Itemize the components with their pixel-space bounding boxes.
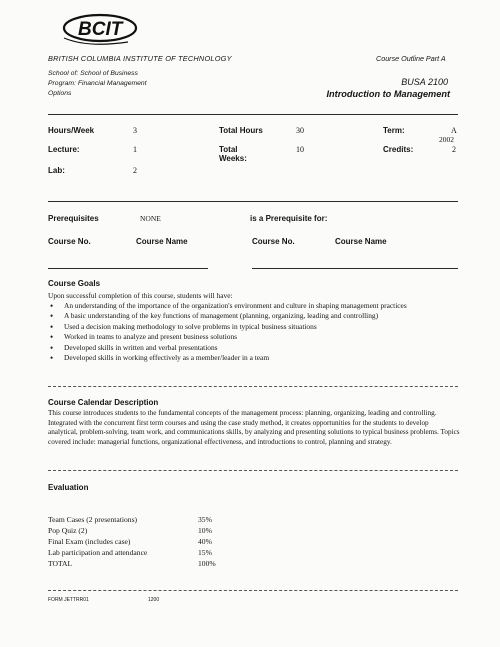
goal-item: • An understanding of the importance of the organization's environment and culture in shaping management practices xyxy=(48,301,458,311)
divider xyxy=(48,268,208,269)
course-title: Introduction to Management xyxy=(326,89,450,99)
evaluation-row-total xyxy=(48,559,238,569)
lecture-label: Lecture: xyxy=(48,145,80,154)
hours-week-label: Hours/Week xyxy=(48,126,95,135)
evaluation-total-value: 100% xyxy=(198,559,216,568)
total-weeks-value: 10 xyxy=(296,145,304,154)
program-line: Program: Financial Management xyxy=(48,80,147,87)
evaluation-heading: Evaluation xyxy=(48,483,89,492)
evaluation-item-label: Pop Quiz (2) xyxy=(48,526,88,535)
evaluation-row xyxy=(48,526,238,536)
evaluation-item-value: 35% xyxy=(198,515,212,524)
hours-week-value: 3 xyxy=(133,126,137,135)
evaluation-item-label: Final Exam (includes case) xyxy=(48,537,131,546)
evaluation-item-value: 15% xyxy=(198,548,212,557)
bcit-logo xyxy=(58,8,148,48)
lab-label: Lab: xyxy=(48,166,65,175)
goals-heading: Course Goals xyxy=(48,279,101,288)
evaluation-row xyxy=(48,537,238,547)
course-code: BUSA 2100 xyxy=(401,77,448,87)
total-hours-label: Total Hours xyxy=(219,126,263,135)
col-course-no: Course No. xyxy=(48,237,91,246)
school-line: School of: School of Business xyxy=(48,70,138,77)
col-course-no-2: Course No. xyxy=(252,237,295,246)
term-label: Term: xyxy=(383,126,405,135)
term-value-2: 2002 xyxy=(439,135,454,144)
divider xyxy=(48,114,458,115)
goals-intro: Upon successful completion of this course, students will have: xyxy=(48,291,233,300)
goal-item: • Developed skills in written and verbal presentations xyxy=(48,343,458,353)
divider xyxy=(48,590,458,591)
evaluation-row xyxy=(48,548,238,558)
divider xyxy=(48,386,458,387)
term-value-1: A xyxy=(451,126,457,135)
goal-item: • Developed skills in working effectively as a member/leader in a team xyxy=(48,353,458,363)
evaluation-item-label: Team Cases (2 presentations) xyxy=(48,515,138,524)
lecture-value: 1 xyxy=(133,145,137,154)
calendar-text: This course introduces students to the fundamental concepts of the management process: planning, organizing, leading and controlling. Integrated with the concurrent first term courses and using the case study method, it creates opportunities for the students to develop analytical, problem-solving, team work, and communications skills, by analyzing and presenting solutions to typical business problems. Topics covered include: managerial functions, organizational effectiveness, and introductions to control, planning and strategy. xyxy=(48,409,460,446)
outline-part: Course Outline Part A xyxy=(376,54,446,63)
divider xyxy=(48,201,458,202)
divider xyxy=(48,470,458,471)
evaluation-item-value: 40% xyxy=(198,537,212,546)
evaluation-item-label: Lab participation and attendance xyxy=(48,548,148,557)
goal-item: • A basic understanding of the key functions of management (planning, organizing, leading and controlling) xyxy=(48,311,458,321)
col-course-name-2: Course Name xyxy=(335,237,387,246)
total-weeks-label-1: Total xyxy=(219,145,238,154)
credits-label: Credits: xyxy=(383,145,414,154)
total-hours-value: 30 xyxy=(296,126,304,135)
institute-name: BRITISH COLUMBIA INSTITUTE OF TECHNOLOGY xyxy=(48,54,232,63)
evaluation-total-label: TOTAL xyxy=(48,559,73,568)
goals-list xyxy=(48,301,458,363)
credits-value: 2 xyxy=(452,145,456,154)
evaluation-row xyxy=(48,515,238,525)
is-prerequisite-for-label: is a Prerequisite for: xyxy=(250,214,328,223)
prerequisites-value: NONE xyxy=(140,214,161,223)
revision: 1200 xyxy=(148,597,160,603)
form-number: FORM JETTRR01 xyxy=(48,597,89,603)
lab-value: 2 xyxy=(133,166,137,175)
goal-item: • Worked in teams to analyze and present business solutions xyxy=(48,332,458,342)
evaluation-item-value: 10% xyxy=(198,526,212,535)
calendar-heading: Course Calendar Description xyxy=(48,398,159,407)
col-course-name: Course Name xyxy=(136,237,188,246)
logo-text: BCIT xyxy=(78,19,123,40)
total-weeks-label-2: Weeks: xyxy=(219,154,247,163)
divider xyxy=(252,268,458,269)
goal-item: • Used a decision making methodology to solve problems in typical business situations xyxy=(48,322,458,332)
option-line: Options xyxy=(48,90,72,97)
prerequisites-label: Prerequisites xyxy=(48,214,99,223)
